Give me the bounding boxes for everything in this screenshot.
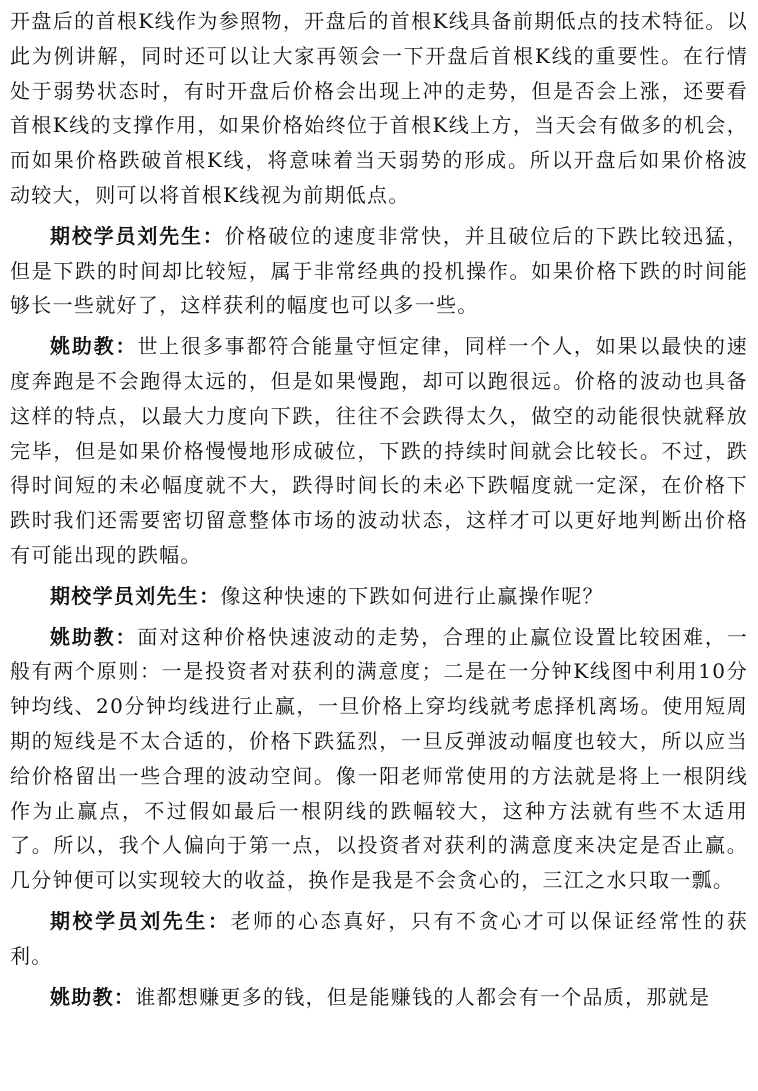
paragraph-1 (10, 4, 748, 213)
paragraph-4 (10, 579, 748, 614)
paragraph-text: 像这种快速的下跌如何进行止赢操作呢？ (220, 583, 604, 608)
paragraph-text: 价格破位的速度非常快，并且破位后的下跌比较迅猛，但是下跌的时间却比较短，属于非常经典的投机操作。如果价格下跌的时间能够长一些就好了，这样获利的幅度也可以多一些。 (10, 223, 749, 318)
paragraph-5 (10, 620, 748, 898)
paragraph-7 (10, 980, 748, 1015)
paragraph-6 (10, 904, 748, 974)
paragraph-text: 开盘后的首根K线作为参照物，开盘后的首根K线具备前期低点的技术特征。以此为例讲解，同时还可以让大家再领会一下开盘后首根K线的重要性。在行情处于弱势状态时，有时开盘后价格会出现上冲的走势，但是否会上涨，还要看首根K线的支撑作用，如果价格始终位于首根K线上方，当天会有做多的机会，而如果价格跌破首根K线，将意味着当天弱势的形成。所以开盘后如果价格波动较大，则可以将首根K线视为前期低点。 (10, 9, 748, 207)
paragraph-3 (10, 329, 748, 573)
speaker-label: 期校学员刘先生： (50, 583, 221, 608)
speaker-label: 姚助教： (50, 984, 136, 1009)
speaker-label: 姚助教： (50, 624, 138, 649)
speaker-label: 期校学员刘先生： (50, 223, 225, 248)
speaker-label: 期校学员刘先生： (50, 908, 231, 933)
paragraph-text: 谁都想赚更多的钱，但是能赚钱的人都会有一个品质，那就是 (135, 984, 711, 1009)
paragraph-text: 老师的心态真好，只有不贪心才可以保证经常性的获利。 (10, 908, 748, 968)
document-page (10, 4, 748, 1014)
paragraph-text: 世上很多事都符合能量守恒定律，同样一个人，如果以最快的速度奔跑是不会跑得太远的，但是如果慢跑，却可以跑很远。价格的波动也具备这样的特点，以最大力度向下跌，往往不会跌得太久，做空的动能很快就释放完毕，但是如果价格慢慢地形成破位，下跌的持续时间就会比较长。不过，跌得时间短的未必幅度就不大，跌得时间长的未必下跌幅度就一定深，在价格下跌时我们还需要密切留意整体市场的波动状态，这样才可以更好地判断出价格有可能出现的跌幅。 (10, 334, 749, 567)
speaker-label: 姚助教： (50, 334, 138, 359)
paragraph-text: 面对这种价格快速波动的走势，合理的止赢位设置比较困难，一般有两个原则：一是投资者对获利的满意度；二是在一分钟K线图中利用10分钟均线、20分钟均线进行止赢，一旦价格上穿均线就考虑择机离场。使用短周期的短线是不太合适的，价格下跌猛烈，一旦反弹波动幅度也较大，所以应当给价格留出一些合理的波动空间。像一阳老师常使用的方法就是将上一根阴线作为止赢点，不过假如最后一根阴线的跌幅较大，这种方法就有些不太适用了。所以，我个人偏向于第一点，以投资者对获利的满意度来决定是否止赢。几分钟便可以实现较大的收益，换作是我是不会贪心的，三江之水只取一瓢。 (10, 624, 749, 893)
paragraph-2 (10, 219, 748, 323)
